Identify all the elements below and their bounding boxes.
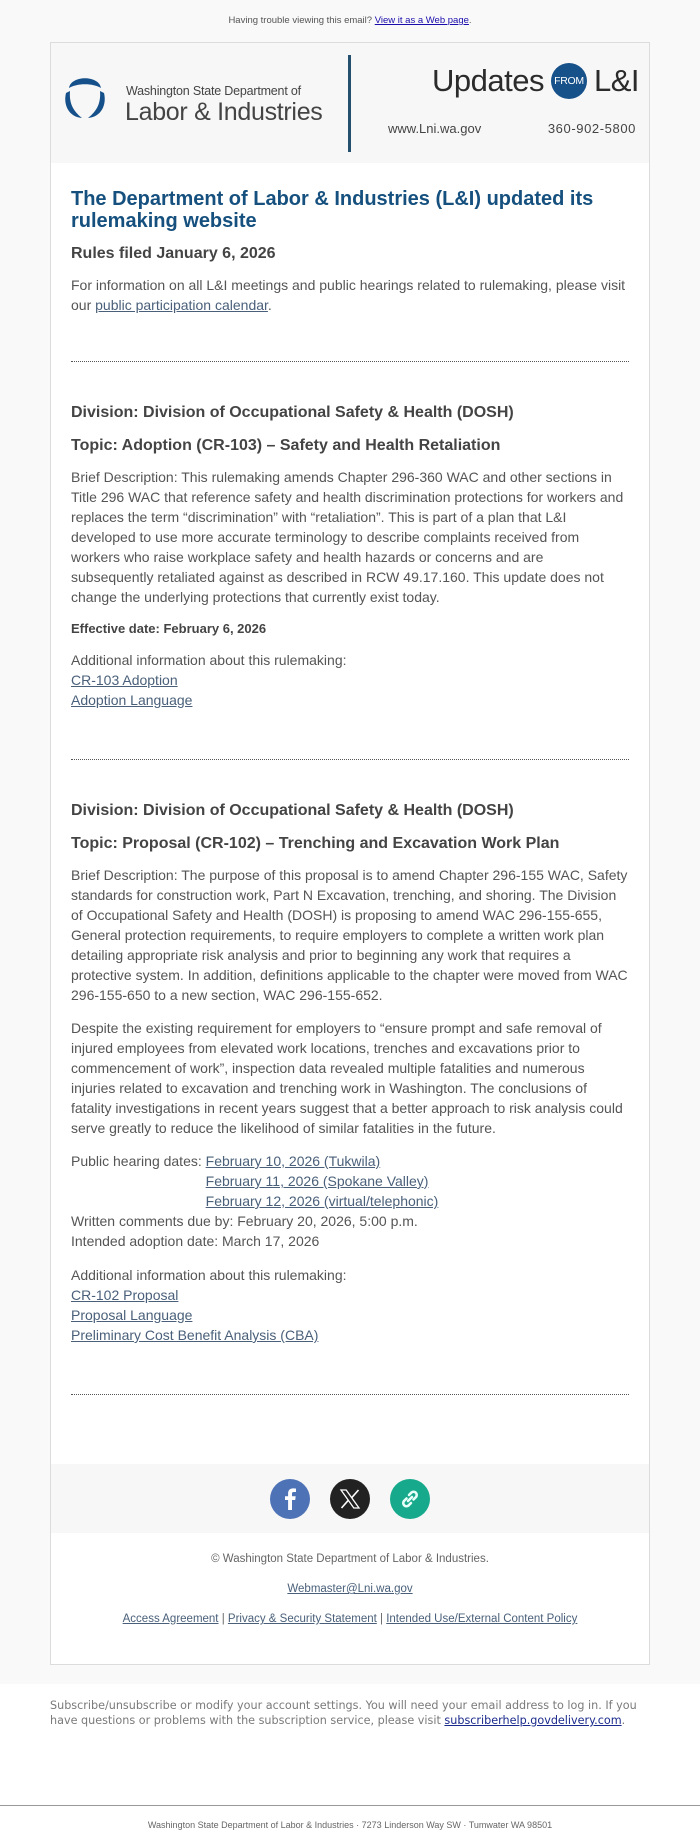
subscription-notice xyxy=(50,1698,650,1728)
bottom-divider xyxy=(0,1805,700,1806)
email-header xyxy=(51,43,649,163)
proposal-language-link[interactable]: Proposal Language xyxy=(71,1307,193,1323)
email-footer xyxy=(51,1553,649,1643)
copyright: © Washington State Department of Labor & Industries. xyxy=(211,1553,489,1565)
public-participation-calendar-link[interactable]: public participation calendar xyxy=(95,297,268,313)
logo-text-small: Washington State Department of xyxy=(126,84,301,98)
rule-item-retaliation xyxy=(71,404,629,710)
rule-links xyxy=(71,1285,629,1345)
view-web-page-link[interactable]: View it as a Web page xyxy=(374,15,469,26)
effective-date: Effective date: February 6, 2026 xyxy=(71,621,267,636)
comments-due: Written comments due by: February 20, 2026, 5:00 p.m. xyxy=(71,1213,418,1229)
rules-filed-date: Rules filed January 6, 2026 xyxy=(71,245,276,262)
additional-info-label: Additional information about this rulemaking: xyxy=(71,1267,347,1283)
subscription-punct: . xyxy=(621,1714,626,1727)
intro-text: For information on all L&I meetings and public hearings related to rulemaking, please visit our xyxy=(71,277,626,313)
copy-link-button[interactable] xyxy=(390,1479,430,1519)
updates-from-lni-title xyxy=(432,63,639,99)
footer-links xyxy=(51,1613,649,1625)
brand-word: L&I xyxy=(593,63,639,98)
facebook-icon xyxy=(283,1488,297,1510)
hearing-spokane-valley-link[interactable]: February 11, 2026 (Spokane Valley) xyxy=(205,1173,429,1189)
page-title: The Department of Labor & Industries (L&I) updated its rulemaking website xyxy=(71,188,594,232)
section-divider xyxy=(71,361,629,362)
topic-heading: Topic: Proposal (CR-102) – Trenching and Excavation Work Plan xyxy=(71,835,560,852)
additional-info-label: Additional information about this rulemaking: xyxy=(71,652,347,668)
postal-address: Washington State Department of Labor & Industries · 7273 Linderson Way SW · Tumwater WA 98501 xyxy=(147,1820,553,1830)
hearing-tukwila-link[interactable]: February 10, 2026 (Tukwila) xyxy=(205,1153,381,1169)
lni-logo-icon xyxy=(63,71,107,121)
division-heading: Division: Division of Occupational Safety & Health (DOSH) xyxy=(71,404,514,421)
rule-description: Brief Description: This rulemaking amends Chapter 296-360 WAC and other sections in Title 296 WAC that reference safety and health discrimination protections for workers and replaces the term “discrimination” with “retaliation”. This is part of a plan that L&I developed to use more accurate terminology to describe complaints received from workers who raise workplace safety and health hazards or concerns and are subsequently retaliated against as described in RCW 49.17.160. This update does not change the underlying protections that currently exist today. xyxy=(71,469,624,605)
social-share-bar xyxy=(51,1464,649,1533)
x-share-button[interactable] xyxy=(330,1479,370,1519)
rule-description: Brief Description: The purpose of this proposal is to amend Chapter 296-155 WAC, Safety standards for construction work, Part N Excavation, trenching, and shoring. The Division of Occupational Safety and Health (DOSH) is proposing to amend WAC 296-155-655, General protection requirements, to require employers to complete a written work plan detailing appropriate risk analysis and prior to beginning any work that requires a protective system. In addition, definitions applicable to the chapter were moved from WAC 296-155-650 to a new section, WAC 296-155-652. xyxy=(71,867,628,1003)
facebook-share-button[interactable] xyxy=(270,1479,310,1519)
hearing-links xyxy=(206,1151,439,1211)
x-icon xyxy=(339,1488,361,1510)
intended-use-policy-link[interactable]: Intended Use/External Content Policy xyxy=(386,1613,578,1625)
hearing-virtual-link[interactable]: February 12, 2026 (virtual/telephonic) xyxy=(205,1193,439,1209)
section-divider xyxy=(71,759,629,760)
adoption-language-link[interactable]: Adoption Language xyxy=(71,692,193,708)
intended-adoption-date: Intended adoption date: March 17, 2026 xyxy=(71,1233,320,1249)
rule-description-2: Despite the existing requirement for employers to “ensure prompt and safe removal of injured employees from elevated work locations, trenches and excavations prior to commencement of work”, inspection data revealed multiple fatalities and numerous injuries related to excavation and trenching work in Washington. The conclusions of fatality investigations in recent years suggest that a better approach to risk analysis could serve greatly to reduce the likelihood of similar fatalities in the future. xyxy=(71,1020,623,1136)
intro-paragraph xyxy=(71,275,629,315)
updates-word: Updates xyxy=(432,63,544,98)
rule-item-trenching xyxy=(71,802,629,1345)
header-phone: 360-902-5800 xyxy=(547,121,636,136)
access-agreement-link[interactable]: Access Agreement xyxy=(122,1613,219,1625)
header-website: www.Lni.wa.gov xyxy=(388,121,482,136)
preheader-text: Having trouble viewing this email? xyxy=(228,15,373,26)
division-heading: Division: Division of Occupational Safety & Health (DOSH) xyxy=(71,802,514,819)
hearing-label: Public hearing dates: xyxy=(71,1153,206,1169)
rule-links xyxy=(71,670,629,710)
subscriber-help-link[interactable]: subscriberhelp.govdelivery.com xyxy=(444,1714,622,1727)
header-vertical-rule xyxy=(348,55,351,152)
subscription-text: Subscribe/unsubscribe or modify your account settings. You will need your email address to log in. If you have questions or problems with the subscription service, please visit xyxy=(50,1699,637,1727)
topic-heading: Topic: Adoption (CR-103) – Safety and Health Retaliation xyxy=(71,437,501,454)
cba-link[interactable]: Preliminary Cost Benefit Analysis (CBA) xyxy=(71,1327,319,1343)
from-badge: FROM xyxy=(551,63,587,99)
cr-102-proposal-link[interactable]: CR-102 Proposal xyxy=(71,1287,179,1303)
privacy-security-link[interactable]: Privacy & Security Statement xyxy=(227,1613,377,1625)
email-container xyxy=(50,42,650,1665)
preheader xyxy=(0,15,700,26)
logo-text-large: Labor & Industries xyxy=(125,98,323,126)
separator: | xyxy=(376,1613,387,1625)
cr-103-adoption-link[interactable]: CR-103 Adoption xyxy=(71,672,178,688)
preheader-punct: . xyxy=(468,15,472,26)
public-hearing-dates xyxy=(71,1151,629,1211)
email-body xyxy=(71,188,629,1395)
separator: | xyxy=(218,1613,228,1625)
webmaster-email-link[interactable]: Webmaster@Lni.wa.gov xyxy=(287,1583,413,1595)
intro-punct: . xyxy=(267,297,272,313)
link-icon xyxy=(398,1487,422,1511)
section-divider xyxy=(71,1394,629,1395)
